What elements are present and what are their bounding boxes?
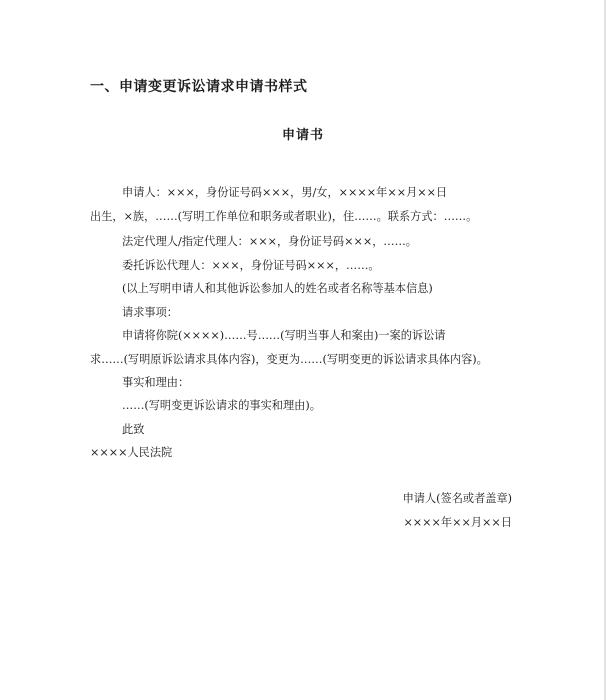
entrusted-agent-line: 委托诉讼代理人：×××，身份证号码×××，……。 [122,259,380,272]
applicant-line-2: 出生，×族，……(写明工作单位和职务或者职业)，住……。联系方式：……。 [90,210,478,223]
facts-label: 事实和理由： [122,376,190,389]
request-label: 请求事项： [122,306,178,319]
facts-line: ……(写明变更诉讼请求的事实和理由)。 [122,399,321,412]
court-name: ××××人民法院 [90,446,173,459]
document-title: 申请书 [281,128,324,143]
applicant-line-1: 申请人：×××，身份证号码×××，男/女，××××年××月××日 [122,186,448,199]
basic-info-note: (以上写明申请人和其他诉讼参加人的姓名或者名称等基本信息) [122,282,433,295]
request-line-1: 申请将你院(××××)……号……(写明当事人和案由)一案的诉讼请 [122,329,446,342]
closing-salutation: 此致 [122,423,145,436]
signer-line: 申请人(签名或者盖章) [402,492,512,505]
legal-agent-line: 法定代理人/指定代理人：×××，身份证号码×××，……。 [122,235,417,248]
request-line-2: 求……(写明原诉讼请求具体内容)，变更为……(写明变更的诉讼请求具体内容)。 [90,353,488,366]
signature-date: ××××年××月××日 [403,516,512,529]
section-heading: 一、申请变更诉讼请求申请书样式 [90,79,308,95]
